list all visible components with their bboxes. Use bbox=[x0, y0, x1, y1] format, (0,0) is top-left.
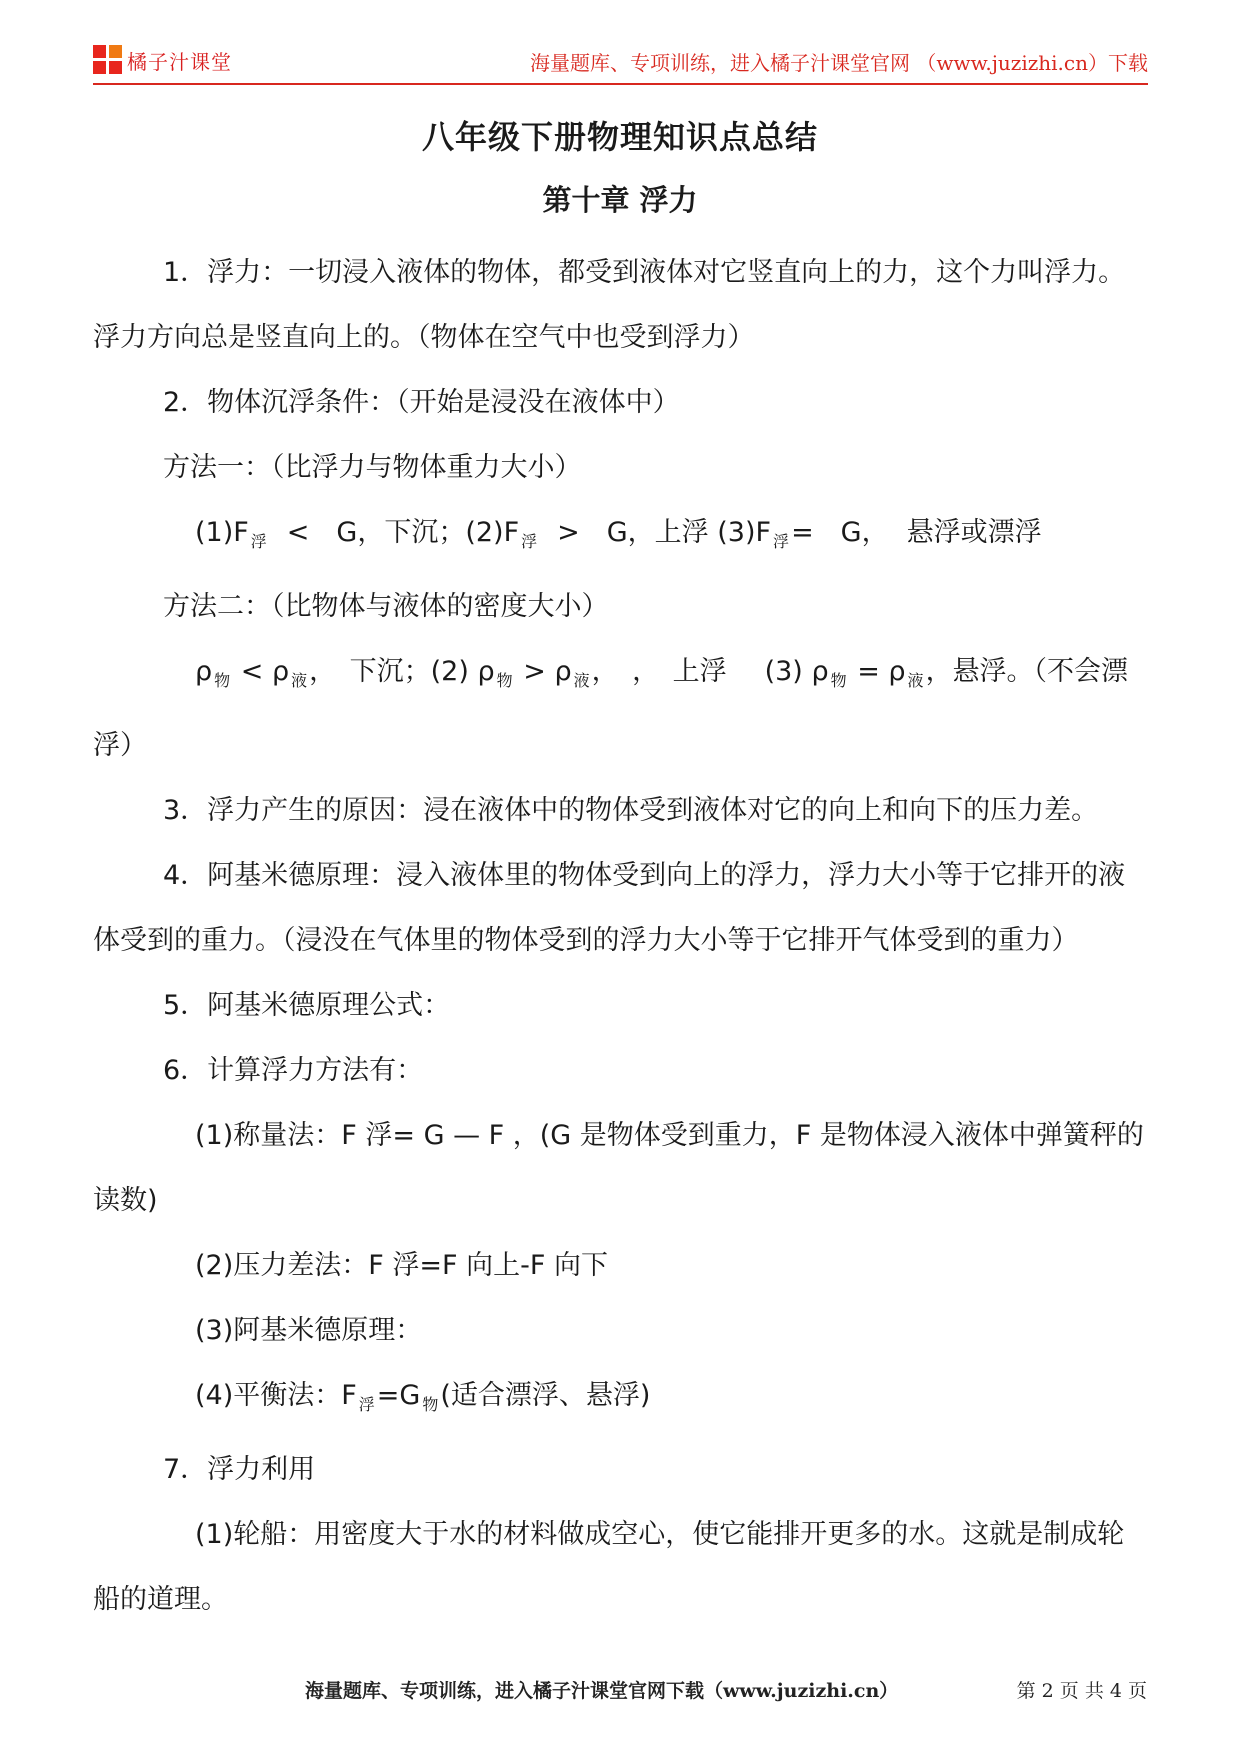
point-5-formula: 5．阿基米德原理公式： bbox=[163, 990, 451, 1021]
page-number: 第 2 页 共 4 页 bbox=[1016, 1680, 1147, 1702]
point-4-archimedes: 4．阿基米德原理：浸入液体里的物体受到向上的浮力，浮力大小等于它排开的液体受到的重力。（浸没在气体里的物体受到的浮力大小等于它排开气体受到的重力） bbox=[93, 860, 1126, 956]
method-pressure-difference: (2)压力差法：F 浮=F 向上-F 向下 bbox=[195, 1250, 608, 1281]
chapter-title: 第十章 浮力 bbox=[542, 183, 698, 217]
method-2-heading: 方法二：（比物体与液体的密度大小） bbox=[163, 591, 609, 622]
page-footer bbox=[0, 1670, 1240, 1710]
header-slogan: 海量题库、专项训练，进入橘子汁课堂官网 （www.juzizhi.cn）下载 bbox=[530, 51, 1148, 75]
footer-slogan: 海量题库、专项训练，进入橘子汁课堂官网下载（www.juzizhi.cn） bbox=[305, 1680, 899, 1702]
method-1-rule: (1)F $_浮$ < G，下沉；(2)F $_浮$ > G，上浮 (3)F $_浮$= G， 悬浮或漂浮 bbox=[195, 517, 1042, 551]
header-divider bbox=[93, 83, 1148, 85]
logo-icon bbox=[93, 45, 123, 75]
method-weighing: (1)称量法：F 浮= G — F ，(G 是物体受到重力，F 是物体浸入液体中弹簧秤的读数) bbox=[93, 1120, 1144, 1216]
point-6-methods: 6．计算浮力方法有： bbox=[163, 1055, 424, 1086]
application-ship: (1)轮船：用密度大于水的材料做成空心，使它能排开更多的水。这就是制成轮船的道理。 bbox=[93, 1519, 1125, 1615]
method-2-rule: ρ $_物$ < ρ $_液$， 下沉；(2) ρ $_物$ > ρ $_液$， ， 上浮 (3) ρ $_物$ = ρ $_液$，悬浮。（不会漂浮） bbox=[93, 656, 1129, 761]
point-1-buoyancy: 1．浮力：一切浸入液体的物体，都受到液体对它竖直向上的力，这个力叫浮力。浮力方向总是竖直向上的。（物体在空气中也受到浮力） bbox=[93, 257, 1126, 353]
page-header bbox=[0, 0, 1240, 100]
method-1-heading: 方法一：（比浮力与物体重力大小） bbox=[163, 452, 582, 483]
logo bbox=[93, 45, 232, 75]
point-7-applications: 7．浮力利用 bbox=[163, 1454, 316, 1485]
logo-text: 橘子汁课堂 bbox=[127, 49, 232, 74]
document-title: 八年级下册物理知识点总结 bbox=[421, 118, 818, 156]
method-balance: (4)平衡法：F $_浮$=G $_物$(适合漂浮、悬浮) bbox=[195, 1380, 651, 1414]
point-2-conditions: 2．物体沉浮条件：（开始是浸没在液体中） bbox=[163, 387, 680, 418]
method-archimedes: (3)阿基米德原理： bbox=[195, 1315, 423, 1346]
document-body bbox=[93, 240, 1147, 1632]
point-3-cause: 3．浮力产生的原因：浸在液体中的物体受到液体对它的向上和向下的压力差。 bbox=[163, 795, 1099, 826]
